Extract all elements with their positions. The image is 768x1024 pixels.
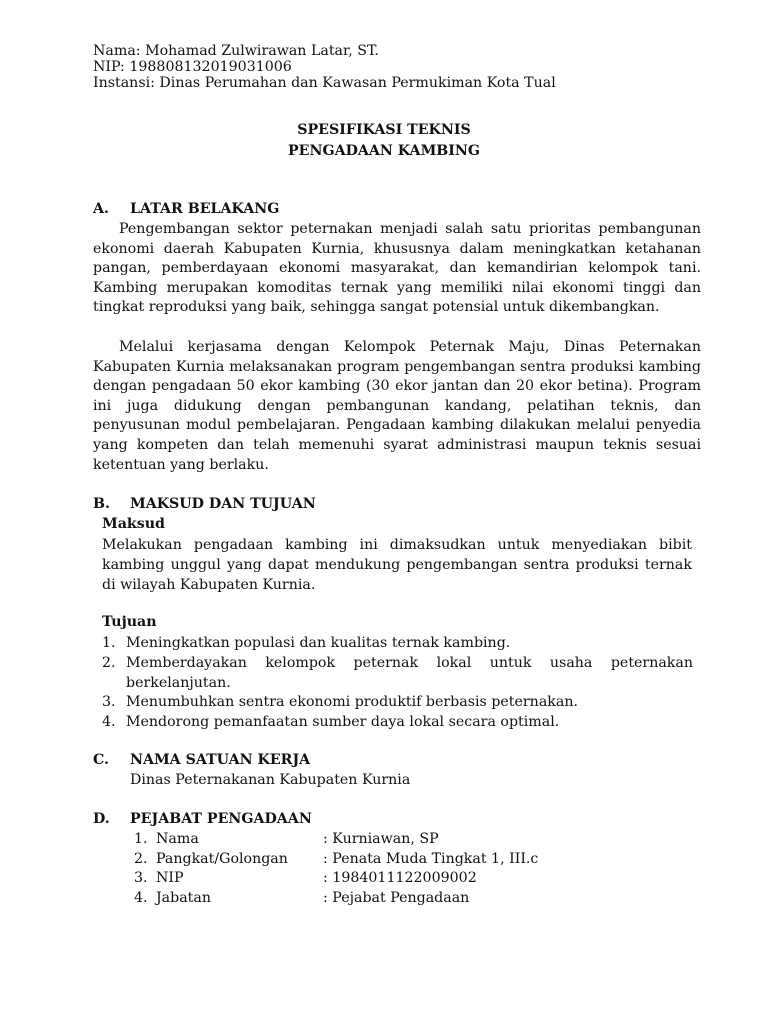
author-name: Nama: Mohamad Zulwirawan Latar, ST.	[93, 43, 379, 59]
list-item: 4. Mendorong pemanfaatan sumber daya lokal secara optimal.	[102, 714, 560, 731]
section-a-paragraph-1: Pengembangan sektor peternakan menjadi salah satu prioritas pembangunan ekonomi daerah Kabupaten Kurnia, khususnya dalam meningkatkan ketahanan pangan, pemberdayaan ekonomi masyarakat, dan kemandirian kelompok tani. Kambing merupakan komoditas ternak yang memiliki nilai ekonomi tinggi dan tingkat reproduksi yang baik, sehingga sangat potensial untuk dikembangkan.	[93, 221, 701, 316]
author-instansi: Instansi: Dinas Perumahan dan Kawasan Permukiman Kota Tual	[93, 75, 556, 91]
section-c-title: NAMA SATUAN KERJA	[130, 752, 311, 768]
list-item: 1. Nama : Kurniawan, SP	[134, 831, 439, 847]
document-title-line1: SPESIFIKASI TEKNIS	[297, 122, 471, 138]
author-header	[93, 43, 556, 91]
list-item: 3. Menumbuhkan sentra ekonomi produktif berbasis peternakan.	[102, 694, 578, 711]
satuan-kerja-name: Dinas Peternakanan Kabupaten Kurnia	[130, 772, 411, 788]
section-d-letter: D.	[93, 811, 110, 827]
section-b-heading	[93, 496, 316, 512]
section-a-heading	[93, 201, 279, 217]
tujuan-label: Tujuan	[102, 614, 157, 630]
section-d-heading	[93, 811, 312, 827]
section-a-paragraph-2: Melalui kerjasama dengan Kelompok Peternak Maju, Dinas Peternakan Kabupaten Kurnia melaksanakan program pengembangan sentra produksi kambing dengan pengadaan 50 ekor kambing (30 ekor jantan dan 20 ekor betina). Program ini juga didukung dengan pembangunan kandang, pelatihan teknis, dan penyusunan modul pembelajaran. Pengadaan kambing dilakukan melalui penyedia yang kompeten dan telah memenuhi syarat administrasi maupun teknis sesuai ketentuan yang berlaku.	[93, 339, 701, 473]
section-a-title: LATAR BELAKANG	[130, 201, 280, 217]
list-item: 3. NIP : 1984011122009002	[134, 870, 477, 887]
section-d-title: PEJABAT PENGADAAN	[130, 811, 312, 827]
tujuan-list	[102, 634, 693, 733]
section-c-heading	[93, 752, 310, 768]
list-item: 4. Jabatan : Pejabat Pengadaan	[134, 889, 470, 906]
section-c-letter: C.	[93, 752, 109, 768]
section-b-letter: B.	[93, 496, 110, 512]
list-item: 1. Meningkatkan populasi dan kualitas ternak kambing.	[102, 635, 511, 651]
maksud-text: Melakukan pengadaan kambing ini dimaksudkan untuk menyediakan bibit kambing unggul yang dapat mendukung pengembangan sentra produksi ternak di wilayah Kabupaten Kurnia.	[102, 537, 692, 593]
section-a-letter: A.	[93, 201, 109, 217]
author-nip: NIP: 198808132019031006	[93, 59, 292, 75]
list-item: 2. Memberdayakan kelompok peternak lokal untuk usaha peternakan berkelanjutan.	[102, 654, 693, 691]
pejabat-list	[134, 830, 538, 908]
list-item: 2. Pangkat/Golongan : Penata Muda Tingkat 1, III.c	[134, 850, 539, 867]
document-title-line2: PENGADAAN KAMBING	[288, 143, 480, 159]
section-b-title: MAKSUD DAN TUJUAN	[130, 496, 316, 512]
maksud-label: Maksud	[102, 516, 165, 532]
